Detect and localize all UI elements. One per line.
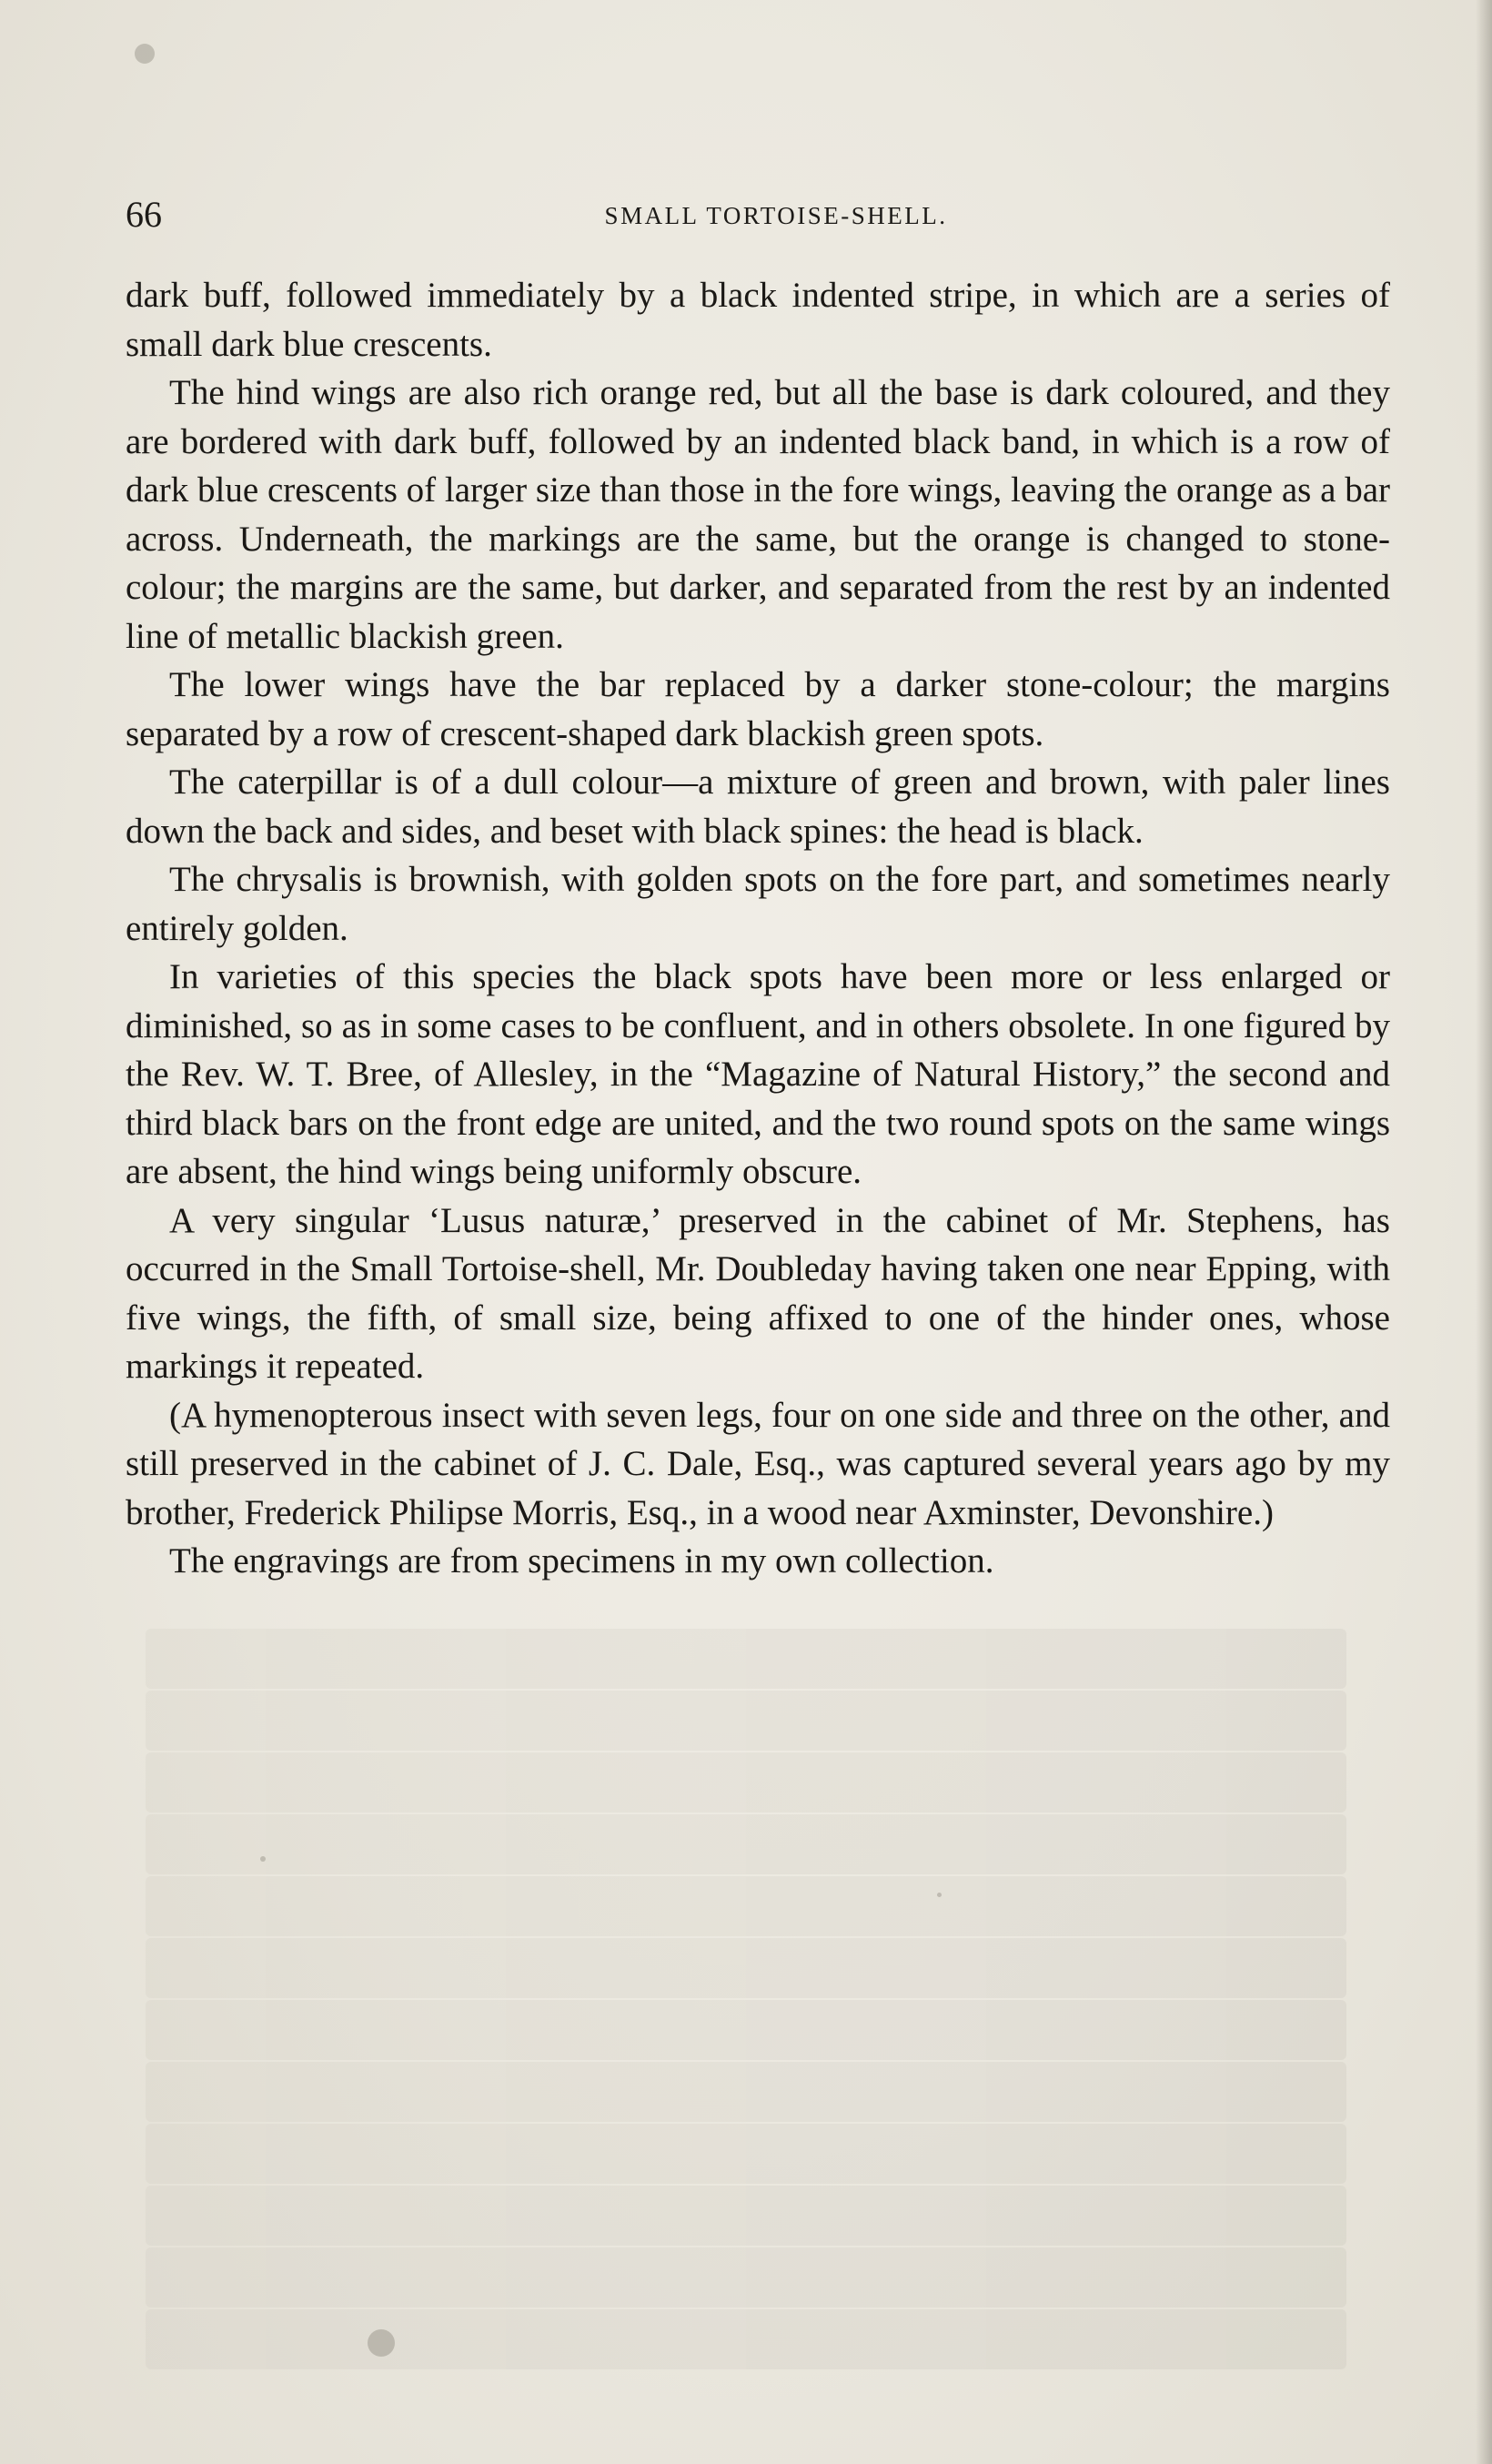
page-number: 66 — [126, 194, 162, 235]
running-header — [126, 193, 1390, 238]
paper-speck — [260, 1856, 266, 1862]
paragraph: dark buff, followed immediately by a black indented stripe, in which are a series of small dark blue crescents. — [126, 276, 1390, 364]
body-text — [126, 271, 1390, 1586]
paragraph: A very singular ‘Lusus naturæ,’ preserved in the cabinet of Mr. Stephens, has occurred in the Small Tortoise-shell, Mr. Doubleday having taken one near Epping, with five wings, the fifth, of small size, being affixed to one of the hinder ones, whose markings it repeated. — [126, 1200, 1390, 1386]
paragraph: The engravings are from specimens in my own collection. — [169, 1541, 994, 1580]
paper-speck — [937, 1893, 942, 1897]
paragraph: (A hymenopterous insect with seven legs, four on one side and three on the other, and still preserved in the cabinet of J. C. Dale, Esq., was captured several years ago by my brother, Frederick Philipse Morris, Esq., in a wood near Axminster, Devonshire.) — [126, 1395, 1390, 1532]
paragraph: In varieties of this species the black spots have been more or less enlarged or diminished, so as in some cases to be confluent, and in others obsolete. In one figured by the Rev. W. T. Bree, of Allesley, in the “Magazine of Natural History,” the second and third black bars on the front edge are united, and the two round spots on the same wings are absent, the hind wings being uniformly obscure. — [126, 957, 1390, 1191]
page-edge-shadow — [1476, 0, 1492, 2464]
paper-speck — [135, 44, 155, 64]
paragraph: The hind wings are also rich orange red, but all the base is dark coloured, and they are bordered with dark buff, followed by an indented black band, in which is a row of dark blue crescents of larger size than those in the fore wings, leaving the orange as a bar across. Underneath, the markings are the same, but the orange is changed to stone-colour; the margins are the same, but darker, and separated from the rest by an indented line of metallic blackish green. — [126, 373, 1390, 656]
paragraph: The caterpillar is of a dull colour—a mixture of green and brown, with paler lines down the back and sides, and beset with black spines: the head is black. — [126, 762, 1390, 851]
paragraph: The lower wings have the bar replaced by a darker stone-colour; the margins separated by a row of crescent-shaped dark blackish green spots. — [126, 665, 1390, 753]
paragraph: The chrysalis is brownish, with golden spots on the fore part, and sometimes nearly entirely golden. — [126, 860, 1390, 948]
running-title: SMALL TORTOISE-SHELL. — [604, 202, 948, 229]
paper-speck — [368, 2329, 395, 2357]
show-through-text — [146, 1629, 1346, 2371]
